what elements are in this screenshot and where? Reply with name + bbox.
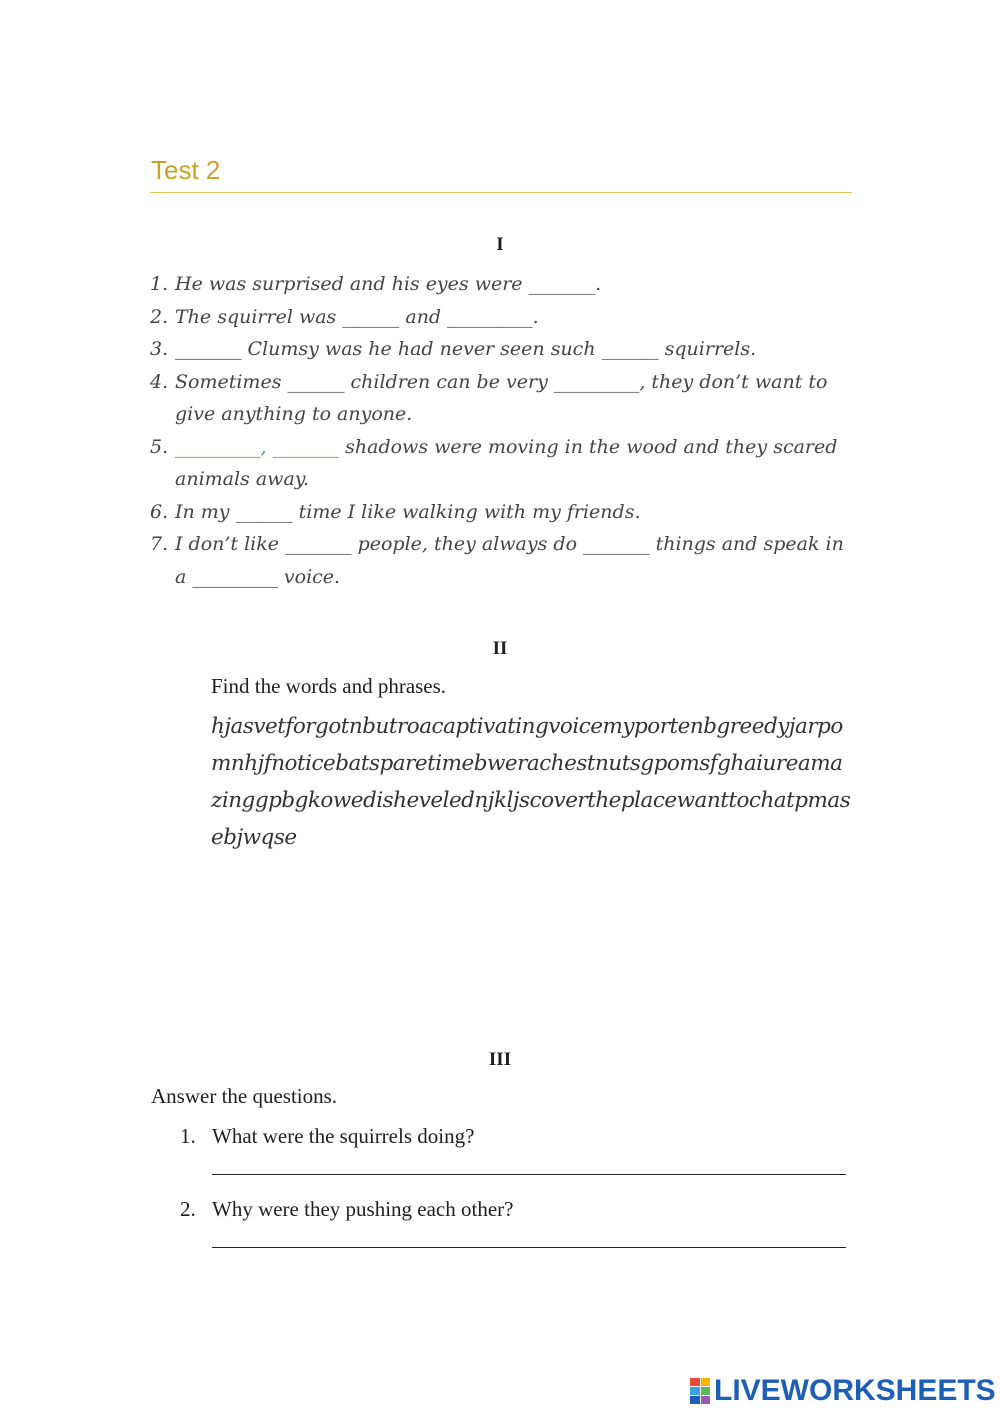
- list-item: [150, 333, 850, 366]
- sentence-text: The squirrel was ______ and _________.: [175, 305, 539, 328]
- item-number: 5.: [150, 435, 169, 458]
- answer-line[interactable]: [212, 1173, 846, 1175]
- section-3-instruction: Answer the questions.: [151, 1084, 338, 1108]
- section-2-instruction: Find the words and phrases.: [211, 674, 447, 698]
- section-1-heading: I: [496, 234, 504, 255]
- page-title: Test 2: [151, 155, 221, 185]
- section-2-heading: II: [492, 638, 508, 659]
- item-number: 3.: [150, 338, 169, 360]
- sentence-text: [175, 431, 850, 496]
- item-number: 4.: [150, 370, 169, 393]
- answer-blank[interactable]: _________, _______: [175, 435, 340, 458]
- item-number: 7.: [150, 533, 169, 555]
- word-search-puzzle: hjasvetforgotnbutroacaptivatingvoicemyportenbgreedyjarpomnhjfnoticebatsparetimebwerachestnutsgpomsfghaiureamazinggpbgkowedishevelednjkljscovertheplacewanttochatpmasebjwqse: [211, 714, 851, 850]
- brand-mark-icon: [690, 1378, 710, 1404]
- list-item: [150, 528, 850, 593]
- list-item: [180, 1124, 850, 1175]
- question-number: 2.: [180, 1197, 196, 1221]
- section-3-heading: III: [488, 1049, 512, 1070]
- brand-name: LIVEWORKSHEETS: [714, 1374, 996, 1407]
- item-number: 6.: [150, 500, 169, 523]
- question-text: What were the squirrels doing?: [212, 1124, 475, 1148]
- item-number: 1.: [150, 273, 169, 295]
- sentence-text: _______ Clumsy was he had never seen such ______ squirrels.: [175, 338, 757, 360]
- sentence-list: [150, 268, 850, 593]
- item-number: 2.: [150, 305, 169, 328]
- brand-logo: [690, 1374, 996, 1408]
- question-text: Why were they pushing each other?: [212, 1197, 514, 1221]
- title-divider: [150, 192, 852, 193]
- sentence-text: In my ______ time I like walking with my friends.: [175, 500, 641, 523]
- answer-line[interactable]: [212, 1246, 846, 1248]
- sentence-text: Sometimes ______ children can be very _________, they don’t want to give anything to anyone.: [175, 370, 828, 425]
- question-list: [180, 1124, 850, 1270]
- sentence-text: He was surprised and his eyes were _______.: [175, 273, 602, 295]
- list-item: [150, 366, 850, 431]
- list-item: [150, 431, 850, 496]
- list-item: [180, 1197, 850, 1248]
- sentence-text: I don’t like _______ people, they always do _______ things and speak in a _________ voice.: [175, 533, 844, 588]
- sentence-rest: shadows were moving in the wood and they scared animals away.: [175, 435, 838, 490]
- list-item: [150, 301, 850, 334]
- list-item: [150, 496, 850, 529]
- list-item: [150, 268, 850, 301]
- question-number: 1.: [180, 1124, 196, 1148]
